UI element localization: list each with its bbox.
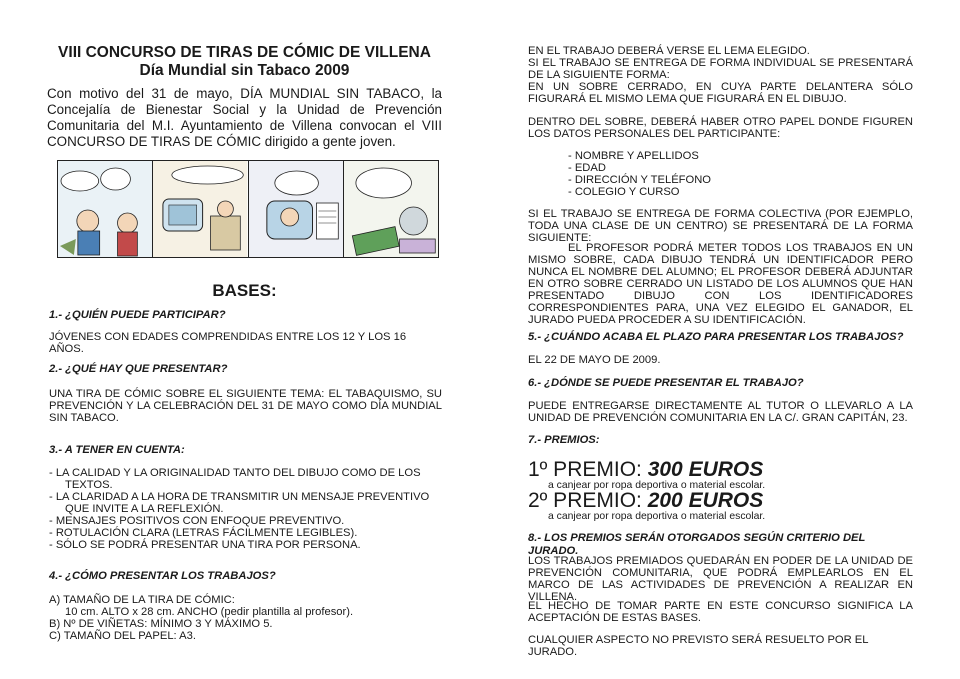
question-5: 5.- ¿CUÁNDO ACABA EL PLAZO PARA PRESENTAR LOS TRABAJOS? [528,331,904,343]
comic-panel-2 [153,161,248,257]
answer-6: PUEDE ENTREGARSE DIRECTAMENTE AL TUTOR O LLEVARLO A LA UNIDAD DE PREVENCIÓN COMUNITARIA EN LA C/. GRAN CAPITÁN, 23. [528,400,913,424]
comic-panel-3 [249,161,344,257]
bases-heading: BASES: [212,281,277,300]
question-6: 6.- ¿DÓNDE SE PUEDE PRESENTAR EL TRABAJO? [528,377,804,389]
question-1: 1.- ¿QUIÉN PUEDE PARTICIPAR? [49,309,226,321]
paragraph-line: SI EL TRABAJO SE ENTREGA DE FORMA INDIVIDUAL SE PRESENTARÁ DE LA SIGUIENTE FORMA: [528,57,913,81]
list-item: B) Nº DE VIÑETAS: MÍNIMO 3 Y MÁXIMO 5. [49,618,273,630]
answer-4-list [49,594,442,642]
answer-8-paragraph-3: CUALQUIER ASPECTO NO PREVISTO SERÁ RESUELTO POR EL JURADO. [528,634,869,658]
first-prize-label: 1º PREMIO: [528,458,642,481]
paragraph-line: EN EL TRABAJO DEBERÁ VERSE EL LEMA ELEGIDO. [528,45,810,57]
intro-paragraph: Con motivo del 31 de mayo, DÍA MUNDIAL SIN TABACO, la Concejalía de Bienestar Social y la Unidad de Prevención Comunitaria del M.I. Ayuntamiento de Villena convocan el VIII CONCURSO DE TIRAS DE CÓMIC dirigido a gente joven. [47,86,442,149]
comic-panel-4 [344,161,438,257]
answer-8-paragraph-1: LOS TRABAJOS PREMIADOS QUEDARÁN EN PODER DE LA UNIDAD DE PREVENCIÓN COMUNITARIA, QUE PODRÁ EMPLEARLOS EN EL MARCO DE LAS ACTIVIDADES DE PREVENCIÓN A REALIZAR EN VILLENA. [528,555,913,603]
list-item: - SÓLO SE PODRÁ PRESENTAR UNA TIRA POR PERSONA. [49,539,361,551]
personal-data-paragraph: DENTRO DEL SOBRE, DEBERÁ HABER OTRO PAPEL DONDE FIGUREN LOS DATOS PERSONALES DEL PARTICIPANTE: [528,116,913,140]
first-prize-note: a canjear por ropa deportiva o material escolar. [548,480,766,491]
list-item: - NOMBRE Y APELLIDOS [568,150,699,162]
answer-5: EL 22 DE MAYO DE 2009. [528,354,661,366]
answer-1: JÓVENES CON EDADES COMPRENDIDAS ENTRE LOS 12 Y LOS 16 AÑOS. [49,331,407,355]
comic-panel-1 [58,161,153,257]
collective-paragraph: SI EL TRABAJO SE ENTREGA DE FORMA COLECTIVA (POR EJEMPLO, TODA UNA CLASE DE UN CENTRO) SE PRESENTARÁ DE LA FORMA SIGUIENTE: [528,208,913,244]
list-item: - MENSAJES POSITIVOS CON ENFOQUE PREVENTIVO. [49,515,345,527]
first-prize [528,459,763,481]
second-prize-amount: 200 EUROS [647,489,764,512]
question-4: 4.- ¿CÓMO PRESENTAR LOS TRABAJOS? [49,570,276,582]
contest-title: VIII CONCURSO DE TIRAS DE CÓMIC DE VILLENA [58,44,431,61]
presentation-paragraph [528,45,913,105]
list-item: - EDAD [568,162,606,174]
question-8: 8.- LOS PREMIOS SERÁN OTORGADOS SEGÚN CRITERIO DEL JURADO. [528,532,866,557]
first-prize-amount: 300 EUROS [647,458,764,481]
question-2: 2.- ¿QUÉ HAY QUE PRESENTAR? [49,363,228,375]
second-prize-label: 2º PREMIO: [528,489,642,512]
list-item: - LA CALIDAD Y LA ORIGINALIDAD TANTO DEL DIBUJO COMO DE LOS [49,467,421,479]
list-item: C) TAMAÑO DEL PAPEL: A3. [49,630,196,642]
answer-2: UNA TIRA DE CÓMIC SOBRE EL SIGUIENTE TEMA: EL TABAQUISMO, SU PREVENCIÓN Y LA CELEBRACIÓN DEL 31 DE MAYO COMO DÍA MUNDIAL SIN TABACO. [49,388,442,424]
teacher-paragraph: EL PROFESOR PODRÁ METER TODOS LOS TRABAJOS EN UN MISMO SOBRE, CADA DIBUJO TENDRÁ UN IDENTIFICADOR PERO NUNCA EL NOMBRE DEL ALUMNO; EL PROFESOR DEBERÁ ADJUNTAR EN OTRO SOBRE CERRADO UN LISTADO DE LOS ALUMNOS QUE HAN PRESENTADO DIBUJO CON LOS IDENTIFICADORES CORRESPONDIENTES PARA, UNA VEZ ELEGIDO EL GANADOR, EL JURADO PUEDA PROCEDER A SU IDENTIFICACIÓN. [528,242,913,326]
personal-data-list [568,150,868,198]
comic-strip-image [57,160,439,258]
list-item: 10 cm. ALTO x 28 cm. ANCHO (pedir plantilla al profesor). [65,606,354,618]
paragraph-line: EN UN SOBRE CERRADO, EN CUYA PARTE DELANTERA SÓLO FIGURARÁ EL MISMO LEMA QUE FIGURARÁ EN EL DIBUJO. [528,81,913,105]
question-7: 7.- PREMIOS: [528,434,600,446]
list-item: - DIRECCIÓN Y TELÉFONO [568,174,711,186]
contest-subtitle: Día Mundial sin Tabaco 2009 [139,62,350,79]
list-item: - COLEGIO Y CURSO [568,186,680,198]
list-item: A) TAMAÑO DE LA TIRA DE CÓMIC: [49,594,235,606]
list-item: TEXTOS. [65,479,113,491]
second-prize [528,490,763,512]
answer-8-paragraph-2: EL HECHO DE TOMAR PARTE EN ESTE CONCURSO SIGNIFICA LA ACEPTACIÓN DE ESTAS BASES. [528,600,913,624]
list-item: QUE INVITE A LA REFLEXIÓN. [65,503,224,515]
question-3: 3.- A TENER EN CUENTA: [49,444,185,456]
list-item: - LA CLARIDAD A LA HORA DE TRANSMITIR UN MENSAJE PREVENTIVO [49,491,430,503]
answer-3-list [49,467,442,551]
second-prize-note: a canjear por ropa deportiva o material escolar. [548,511,766,522]
list-item: - ROTULACIÓN CLARA (LETRAS FÁCILMENTE LEGIBLES). [49,527,358,539]
